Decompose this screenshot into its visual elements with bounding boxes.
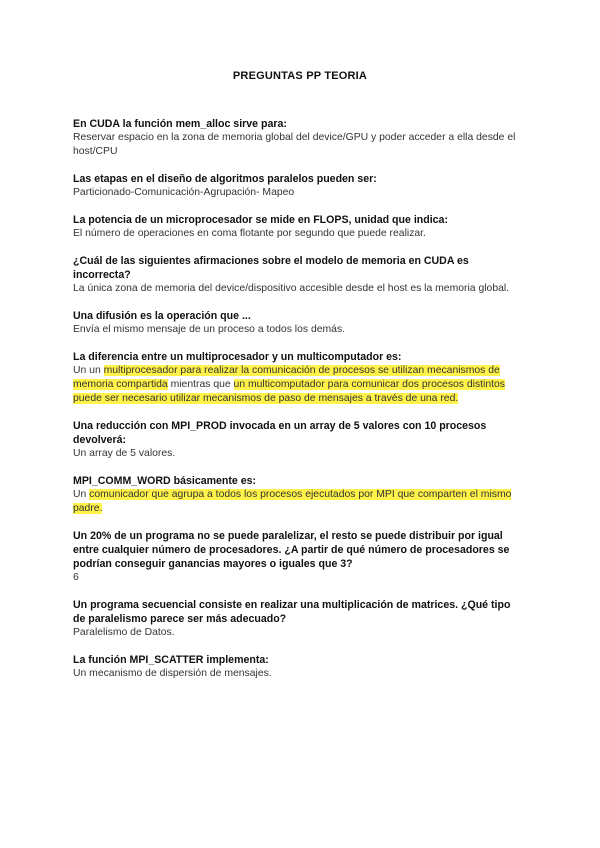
answer-text: 6	[73, 572, 79, 583]
answer-text: Reservar espacio en la zona de memoria global del device/GPU y poder acceder a ella desde el host/CPU	[73, 132, 516, 157]
highlighted-answer-segment: comunicador que agrupa a todos los procesos ejecutados por MPI que comparten el mismo padre.	[73, 489, 512, 514]
question-text: La función MPI_SCATTER implementa:	[73, 654, 269, 666]
question-text: ¿Cuál de las siguientes afirmaciones sobre el modelo de memoria en CUDA es incorrecta?	[73, 255, 469, 281]
qa-item	[73, 474, 523, 516]
answer-segment: Un	[73, 489, 90, 500]
qa-item	[73, 172, 523, 200]
question-text: Una reducción con MPI_PROD invocada en un array de 5 valores con 10 procesos devolverá:	[73, 420, 487, 446]
qa-item	[73, 529, 523, 585]
qa-item	[73, 213, 523, 241]
answer-text: Un mecanismo de dispersión de mensajes.	[73, 668, 272, 679]
answer-text	[73, 364, 523, 406]
qa-item	[73, 309, 523, 337]
question-text: La potencia de un microprocesador se mide en FLOPS, unidad que indica:	[73, 214, 448, 226]
answer-text: El número de operaciones en coma flotante por segundo que puede realizar.	[73, 228, 426, 239]
answer-text: Envía el mismo mensaje de un proceso a todos los demás.	[73, 324, 346, 335]
qa-item	[73, 117, 523, 159]
qa-item	[73, 598, 523, 640]
qa-item	[73, 419, 523, 461]
answer-text: Un array de 5 valores.	[73, 448, 176, 459]
qa-item	[73, 350, 523, 406]
answer-segment: mientras que	[167, 379, 234, 390]
answer-text: Particionado-Comunicación-Agrupación- Mapeo	[73, 187, 295, 198]
question-text: MPI_COMM_WORD básicamente es:	[73, 475, 257, 487]
highlighted-answer-segment: un multicomputador para comunicar dos procesos distintos puede ser necesario utilizar mecanismos de paso de mensajes a través de una red.	[73, 379, 505, 404]
qa-item	[73, 254, 523, 296]
answer-segment: Un un	[73, 365, 104, 376]
highlighted-answer-segment: multiprocesador para realizar la comunicación de procesos se utilizan mecanismos de memoria compartida	[73, 365, 500, 390]
question-text: Una difusión es la operación que ...	[73, 310, 251, 322]
answer-text	[73, 488, 523, 516]
page-title: PREGUNTAS PP TEORIA	[232, 70, 368, 82]
question-text: En CUDA la función mem_alloc sirve para:	[73, 118, 287, 130]
question-list	[73, 117, 523, 694]
answer-text: La única zona de memoria del device/dispositivo accesible desde el host es la memoria global.	[73, 283, 510, 294]
question-text: Un programa secuencial consiste en realizar una multiplicación de matrices. ¿Qué tipo de paralelismo parece ser más adecuado?	[73, 599, 511, 625]
question-text: La diferencia entre un multiprocesador y un multicomputador es:	[73, 351, 402, 363]
question-text: Un 20% de un programa no se puede paralelizar, el resto se puede distribuir por igual entre cualquier número de procesadores. ¿A partir de qué número de procesadores se podrían conseguir ganancias mayores o iguales que 3?	[73, 530, 510, 570]
answer-text: Paralelismo de Datos.	[73, 627, 175, 638]
qa-item	[73, 653, 523, 681]
question-text: Las etapas en el diseño de algoritmos paralelos pueden ser:	[73, 173, 377, 185]
